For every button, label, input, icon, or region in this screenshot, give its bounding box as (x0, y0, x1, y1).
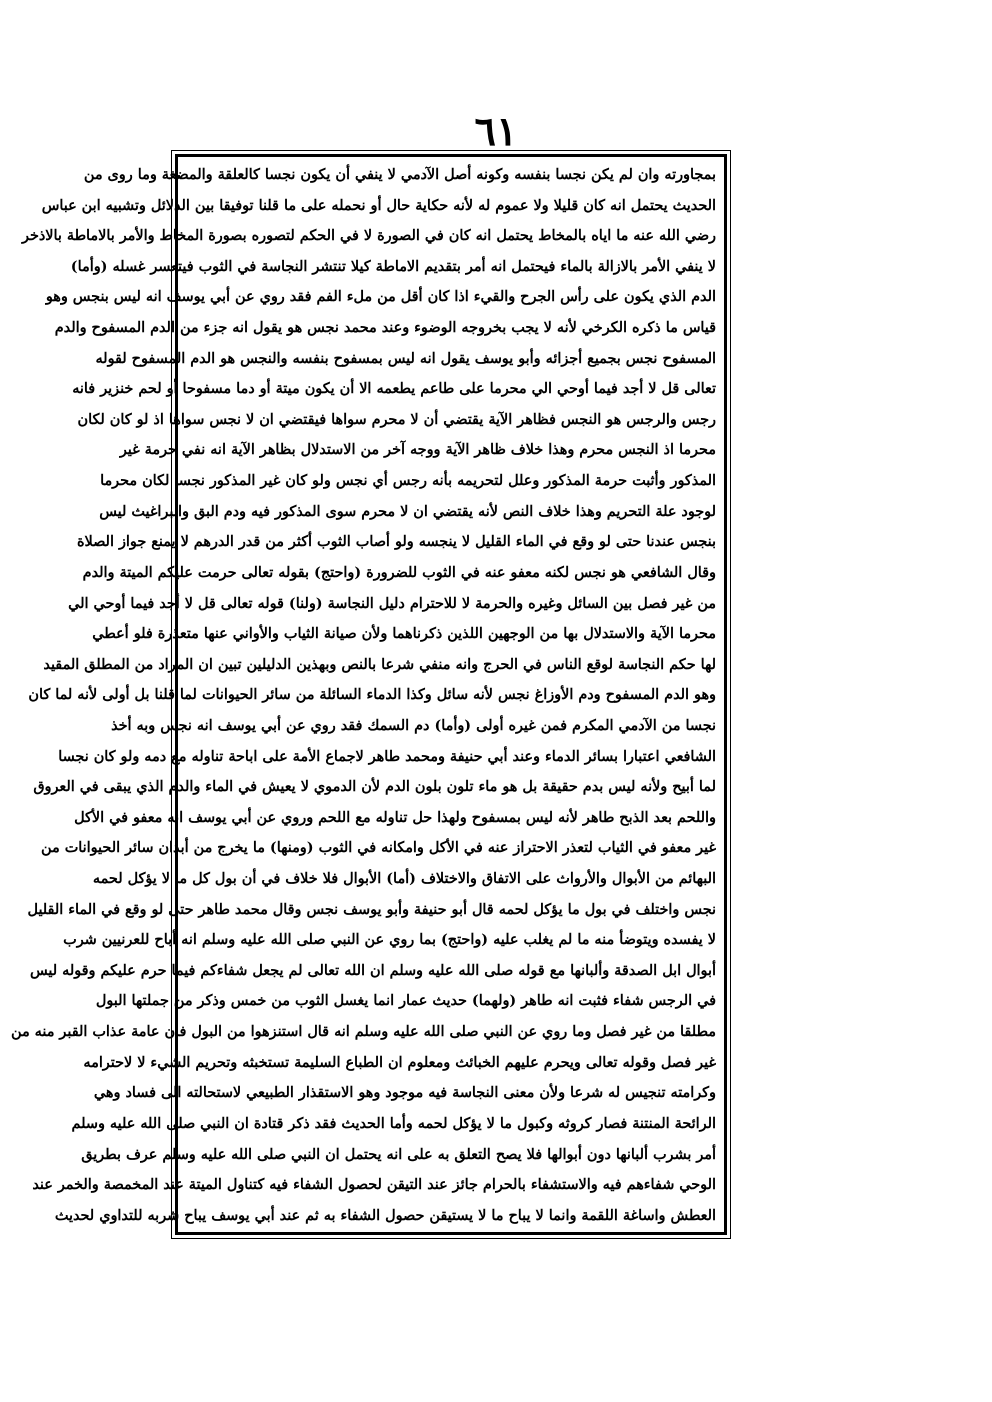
text-line: لا يفسده ويتوضأ منه ما لم يغلب عليه (واحتج) بما روي عن النبي صلى الله عليه وسلم انه أباح للعرنيين شرب (63, 931, 716, 949)
text-line: لوجود علة التحريم وهذا خلاف النص لأنه يقتضي ان لا محرم سوى المذكور فيه ودم البق والبراغيث ليس (99, 502, 716, 520)
text-line: مطلقا من غير فصل وما روي عن النبي صلى الله عليه وسلم انه قال استنزهوا من البول فان عامة عذاب القبر منه من (10, 1023, 716, 1041)
text-line: وكرامته تنجيس له شرعا ولأن معنى النجاسة فيه موجود وهو الاستقذار الطبيعي لاستحالته الى فساد وهي (93, 1084, 716, 1102)
page-number: ٦١ (474, 108, 518, 155)
text-body (10, 163, 716, 1228)
text-line: واللحم بعد الذبح طاهر لأنه ليس بمسفوح ولهذا حل تناوله مع اللحم وروي عن أبي يوسف انه معفو في الأكل (74, 808, 716, 826)
text-line: العطش واساغة اللقمة وانما لا يباح ما لا يستيقن حصول الشفاء به ثم عند أبي يوسف يباح شربه للتداوي لحديث (54, 1206, 716, 1224)
text-line: محرما اذ النجس محرم وهذا خلاف ظاهر الآية ووجه آخر من الاستدلال بظاهر الآية انه نفي حرمة غير (119, 441, 716, 459)
text-line: الرائحة المنتنة فصار كروثه وكبول ما لا يؤكل لحمه وأما الحديث فقد ذكر قتادة ان النبي صلى الله عليه وسلم (71, 1114, 716, 1132)
text-line: غير فصل وقوله تعالى ويحرم عليهم الخبائث ومعلوم ان الطباع السليمة تستخبثه وتحريم الشيء لا لاحترامه (83, 1053, 716, 1071)
text-line: في الرجس شفاء فثبت انه طاهر (ولهما) حديث عمار انما يغسل الثوب من خمس وذكر من جملتها البول (95, 992, 716, 1010)
text-line: الحديث يحتمل انه كان قليلا ولا عموم له لأنه حكاية حال أو نحمله على ما قلنا توفيقا بين الدلائل وتشبيه ابن عباس (41, 196, 716, 214)
text-line: المسفوح نجس بجميع أجزائه وأبو يوسف يقول انه ليس بمسفوح بنفسه والنجس هو الدم المسفوح لقوله (95, 349, 716, 367)
text-line: بمجاورته وان لم يكن نجسا بنفسه وكونه أصل الآدمي لا ينفي أن يكون نجسا كالعلقة والمضغة وما روى من (83, 166, 716, 183)
text-line: البهائم من الأبوال والأرواث على الاتفاق والاختلاف (أما) الأبوال فلا خلاف في أن بول كل ما لا يؤكل لحمه (92, 870, 716, 888)
text-line: غير معفو في الثياب لتعذر الاحتراز عنه في الأكل وامكانه في الثوب (ومنها) ما يخرج من أبدان سائر الحيوانات من (41, 839, 716, 857)
text-line: محرما الآية والاستدلال بها من الوجهين اللذين ذكرناهما ولأن صيانة الثياب والأواني عنها متعذرة فلو أعطي (92, 625, 716, 643)
text-line: أمر بشرب ألبانها دون أبوالها فلا يصح التعلق به على انه يحتمل ان النبي صلى الله عليه وسلم عرف بطريق (81, 1145, 716, 1163)
text-line: رضي الله عنه ما اياه بالمخاط يحتمل انه كان في الصورة لا في الحكم لتصوره بصورة المخاط والأمر بالاماطة بالاذخر (22, 227, 716, 245)
text-line: تعالى قل لا أجد فيما أوحي الي محرما على طاعم يطعمه الا أن يكون ميتة أو دما مسفوحا أو لحم خنزير فانه (72, 380, 716, 398)
text-line: لا ينفي الأمر بالازالة بالماء فيحتمل انه أمر بتقديم الاماطة كيلا تنتشر النجاسة في الثوب فيتعسر غسله (وأما) (70, 257, 716, 275)
text-line: قياس ما ذكره الكرخي لأنه لا يجب بخروجه الوضوء وعند محمد نجس هو يقول انه جزء من الدم المسفوح والدم (54, 319, 716, 337)
text-line: رجس والرجس هو النجس فظاهر الآية يقتضي أن لا محرم سواها فيقتضي ان لا نجس سواها اذ لو كان لكان (77, 410, 716, 428)
text-line: الشافعي اعتبارا بسائر الدماء وعند أبي حنيفة ومحمد طاهر لاجماع الأمة على اباحة تناوله مع دمه ولو كان نجسا (58, 747, 716, 765)
text-line: لها حكم النجاسة لوقع الناس في الحرج وانه منفي شرعا بالنص وبهذين الدليلين تبين ان المراد من المطلق المقيد (43, 655, 716, 673)
text-line: من غير فصل بين السائل وغيره والحرمة لا للاحترام دليل النجاسة (ولنا) قوله تعالى قل لا أجد فيما أوحي الي (68, 594, 716, 612)
text-line: أبوال ابل الصدقة وألبانها مع قوله صلى الله عليه وسلم ان الله تعالى لم يجعل شفاءكم فيما حرم عليكم وقوله ليس (30, 961, 716, 979)
text-line: الدم الذي يكون على رأس الجرح والقيء اذا كان أقل من ملء الفم فقد روي عن أبي يوسف انه ليس بنجس وهو (45, 288, 716, 306)
text-line: الوحي شفاءهم فيه والاستشفاء بالحرام جائز عند التيقن لحصول الشفاء فيه كتناول الميتة عند المخمصة والخمر عند (32, 1176, 716, 1194)
text-line: لما أبيح ولأنه ليس بدم حقيقة بل هو ماء تلون بلون الدم لأن الدموي لا يعيش في الماء والدم الذي يبقى في العروق (33, 778, 716, 796)
text-line: بنجس عندنا حتى لو وقع في الماء القليل لا ينجسه ولو أصاب الثوب أكثر من قدر الدرهم لا يمنع جواز الصلاة (76, 533, 716, 551)
text-line: نجس واختلف في بول ما يؤكل لحمه قال أبو حنيفة وأبو يوسف نجس وقال محمد طاهر حتى لو وقع في الماء القليل (27, 900, 716, 918)
text-frame (10, 154, 727, 1235)
text-line: وهو الدم المسفوح ودم الأوزاغ نجس لأنه سائل وكذا الدماء السائلة من سائر الحيوانات لما قلنا بل أولى لأنه لما كان (28, 686, 716, 704)
text-line: وقال الشافعي هو نجس لكنه معفو عنه في الثوب للضرورة (واحتج) بقوله تعالى حرمت عليكم الميتة والدم (82, 563, 716, 581)
text-line: المذكور وأثبت حرمة المذكور وعلل لتحريمه بأنه رجس أي نجس ولو كان غير المذكور نجسا لكان محرما (100, 472, 716, 490)
text-line: نجسا من الآدمي المكرم فمن غيره أولى (وأما) دم السمك فقد روي عن أبي يوسف انه نجس وبه أخذ (111, 716, 716, 734)
